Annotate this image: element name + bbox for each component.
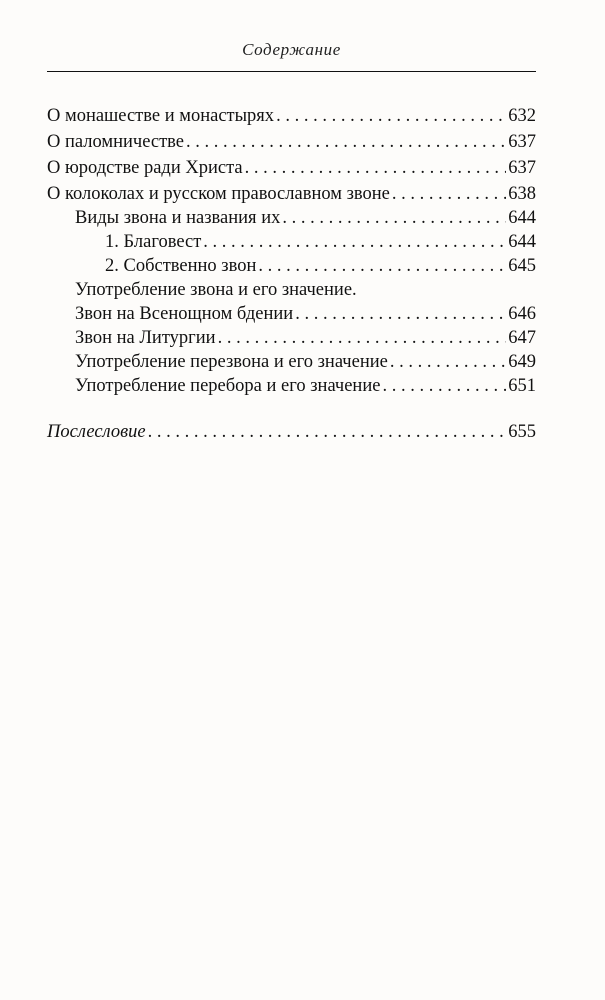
toc-entry-perebor <box>75 374 536 398</box>
leader-dots <box>276 104 506 128</box>
toc-entry-title: Употребление перезвона и его значение <box>75 352 388 372</box>
leader-dots <box>282 206 506 230</box>
toc-entry-perezvon <box>75 350 536 374</box>
header-rule <box>47 71 536 72</box>
toc-entry-page: 644 <box>508 208 536 228</box>
toc-entry-page: 651 <box>508 376 536 396</box>
toc-entry-page: 645 <box>508 256 536 276</box>
toc-entry-liturgy-ringing <box>75 326 536 350</box>
leader-dots <box>203 230 506 254</box>
toc-entry-title: 2. Собственно звон <box>105 256 257 276</box>
leader-dots <box>390 350 506 374</box>
toc-entry-page: 638 <box>508 184 536 204</box>
leader-dots <box>382 374 506 398</box>
leader-dots <box>148 420 507 444</box>
toc-entry-pilgrimage <box>47 130 536 154</box>
toc-entry-title: Виды звона и названия их <box>75 208 281 228</box>
toc-entry-title: О монашестве и монастырях <box>47 106 275 126</box>
toc-entry-title: 1. Благовест <box>105 232 202 252</box>
leader-dots <box>392 182 506 206</box>
toc-entry-bells <box>47 182 536 206</box>
toc-entry-title: О паломничестве <box>47 132 185 152</box>
toc-entry-monasticism <box>47 104 536 128</box>
toc-entry-afterword <box>47 420 536 444</box>
toc-entry-holy-foolishness <box>47 156 536 180</box>
toc-entry-page: 646 <box>508 304 536 324</box>
toc-entry-title: Звон на Всенощном бдении <box>75 304 294 324</box>
toc-entry-blagovest <box>105 230 536 254</box>
leader-dots <box>186 130 506 154</box>
toc-entry-title: Употребление перебора и его значение <box>75 376 381 396</box>
running-header: Содержание <box>242 40 341 59</box>
leader-dots <box>295 302 506 326</box>
toc-entry-page: 649 <box>508 352 536 372</box>
toc-entry-page: 637 <box>508 132 536 152</box>
toc-entry-title: Звон на Литургии <box>75 328 216 348</box>
toc-entry-page: 644 <box>508 232 536 252</box>
toc-entry-use-of-ringing <box>75 278 536 302</box>
toc-entry-page: 632 <box>508 106 536 126</box>
toc-entry-title: Послесловие <box>47 422 146 442</box>
toc-entry-title: Употребление звона и его значение. <box>75 280 357 300</box>
toc-entry-title: О юродстве ради Христа <box>47 158 243 178</box>
toc-entry-ringing-proper <box>105 254 536 278</box>
toc-entry-vigil-ringing <box>75 302 536 326</box>
toc-entry-page: 655 <box>508 422 536 442</box>
toc-entry-types-of-ringing <box>75 206 536 230</box>
leader-dots <box>258 254 506 278</box>
toc-entry-page: 647 <box>508 328 536 348</box>
toc-entry-title: О колоколах и русском православном звоне <box>47 184 390 204</box>
toc-entry-page: 637 <box>508 158 536 178</box>
leader-dots <box>218 326 507 350</box>
leader-dots <box>245 156 507 180</box>
